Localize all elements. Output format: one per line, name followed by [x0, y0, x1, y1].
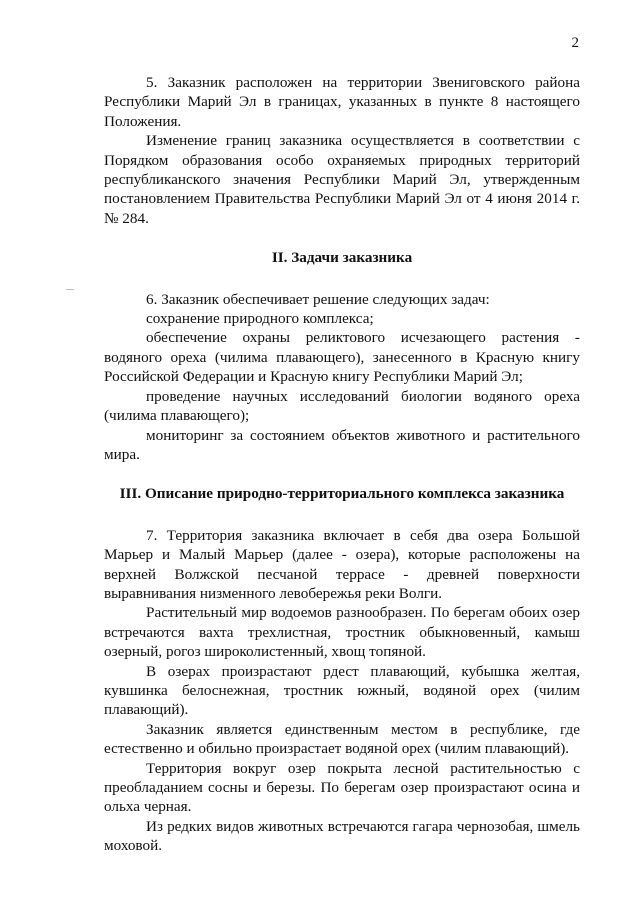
paragraph-fauna: Из редких видов животных встречаются гагара чернозобая, шмель моховой.	[104, 817, 580, 855]
paragraph-forest: Территория вокруг озер покрыта лесной растительностью с преобладанием сосны и березы. По берегам озер произрастают осина и ольха черная.	[104, 759, 580, 816]
margin-mark	[66, 289, 74, 290]
paragraph-6: 6. Заказник обеспечивает решение следующих задач:	[146, 290, 490, 308]
paragraph-lakes-plants: В озерах произрастают рдест плавающий, кубышка желтая, кувшинка белоснежная, тростник южный, водяной орех (чилим плавающий).	[104, 662, 580, 719]
task-item-research: проведение научных исследований биологии водяного ореха (чилима плавающего);	[104, 387, 580, 425]
section-heading-tasks: II. Задачи заказника	[271, 249, 413, 267]
task-item-protection: обеспечение охраны реликтового исчезающего растения - водяного ореха (чилима плавающего), занесенного в Красную книгу Российской Федерации и Красную книгу Республики Марий Эл;	[104, 329, 580, 386]
paragraph-unique-place: Заказник является единственным местом в республике, где естественно и обильно произрастает водяной орех (чилим плавающий).	[104, 720, 580, 758]
page-number: 2	[571, 35, 579, 51]
task-item-monitoring: мониторинг за состоянием объектов животного и растительного мира.	[104, 426, 580, 463]
paragraph-5: 5. Заказник расположен на территории Звениговского района Республики Марий Эл в границах, указанных в пункте 8 настоящего Положения.	[104, 74, 580, 130]
document-body	[104, 73, 580, 856]
section-heading-description: III. Описание природно-территориального комплекса заказника	[119, 485, 565, 503]
paragraph-flora: Растительный мир водоемов разнообразен. По берегам обоих озер встречаются вахта трехлистная, тростник обыкновенный, камыш озерный, рогоз широколистенный, хвощ топяной.	[104, 604, 580, 661]
paragraph-7: 7. Территория заказника включает в себя два озера Большой Марьер и Малый Марьер (далее - озера), которые расположены на верхней Волжской песчаной террасе - древней поверхности выравнивания низменного левобережья реки Волги.	[104, 526, 580, 602]
paragraph-boundary-change: Изменение границ заказника осуществляется в соответствии с Порядком образования особо охраняемых природных территорий республиканского значения Республики Марий Эл, утвержденным постановлением Правительства Республики Марий Эл от 4 июня 2014 г. № 284.	[104, 132, 580, 227]
task-item-preservation: сохранение природного комплекса;	[146, 310, 374, 328]
